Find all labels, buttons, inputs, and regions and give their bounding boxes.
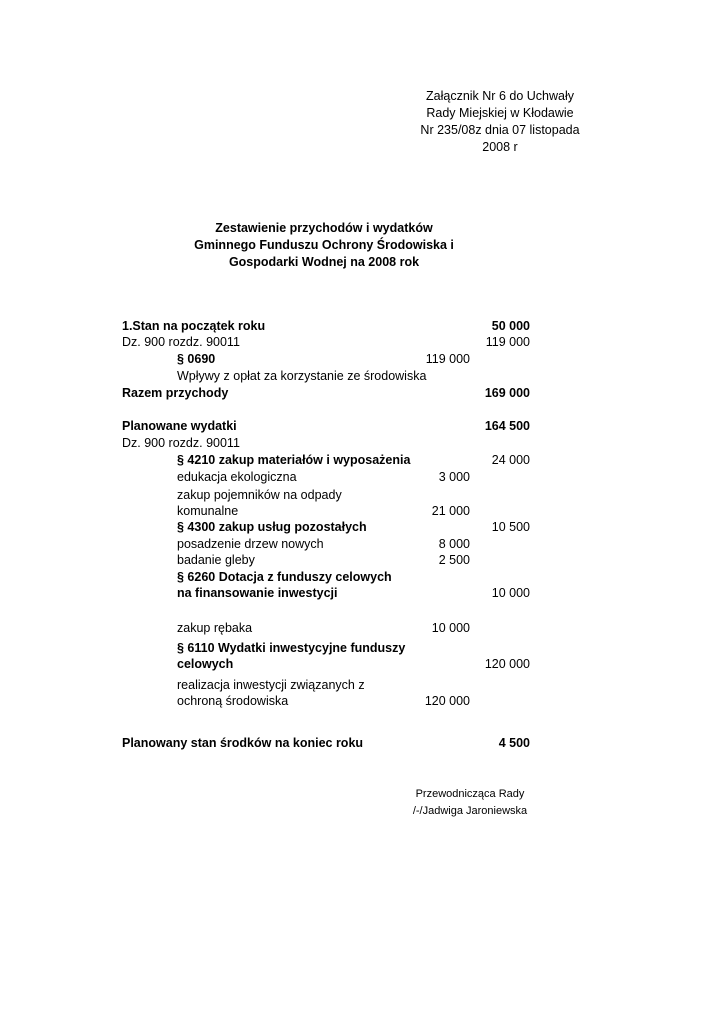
p4300-item-label: badanie gleby [177, 553, 255, 567]
paragraph-6110-value: 120 000 [484, 657, 530, 671]
total-revenue-label: Razem przychody [122, 386, 229, 400]
p6110-item-label: realizacja inwestycji związanych z [177, 678, 365, 692]
paragraph-0690-value: 119 000 [425, 352, 470, 366]
p4210-item-value: 21 000 [431, 504, 470, 518]
paragraph-4300-value: 10 500 [491, 520, 530, 534]
p4210-item-label: zakup pojemników na odpady [177, 488, 342, 502]
paragraph-6110-label: § 6110 Wydatki inwestycyjne funduszy [177, 641, 406, 655]
p4300-item-value: 2 500 [438, 553, 470, 567]
paragraph-4210-value: 24 000 [491, 453, 530, 467]
paragraph-4210-label: § 4210 zakup materiałów i wyposażenia [177, 453, 411, 467]
p6110-item-value: 120 000 [424, 694, 470, 708]
paragraph-6260-label: § 6260 Dotacja z funduszy celowych [177, 570, 392, 584]
p4300-item-value: 8 000 [438, 537, 470, 551]
closing-balance-label: Planowany stan środków na koniec roku [122, 736, 364, 750]
signature-role: Przewodnicząca Rady [415, 788, 525, 800]
document-header [400, 88, 600, 156]
paragraph-6110-label-cont: celowych [177, 657, 234, 671]
paragraph-6260-label-cont: na finansowanie inwestycji [177, 586, 338, 600]
p6260-item-value: 10 000 [431, 621, 470, 635]
p4210-item-label: edukacja ekologiczna [177, 470, 297, 484]
signature-name: /-/Jadwiga Jaroniewska [412, 805, 528, 817]
paragraph-0690-description: Wpływy z opłat za korzystanie ze środowiska [177, 369, 427, 383]
total-revenue-value: 169 000 [484, 386, 530, 400]
document-title [150, 220, 498, 271]
expenses-division-label: Dz. 900 rozdz. 90011 [122, 436, 240, 450]
header-line: Nr 235/08z dnia 07 listopada [420, 123, 580, 137]
paragraph-0690-label: § 0690 [177, 352, 216, 366]
header-line: Rady Miejskiej w Kłodawie [426, 106, 574, 120]
title-line: Gospodarki Wodnej na 2008 rok [228, 255, 420, 269]
paragraph-4300-label: § 4300 zakup usług pozostałych [177, 520, 367, 534]
paragraph-6260-value: 10 000 [491, 586, 530, 600]
p4210-item-label-cont: komunalne [177, 504, 239, 518]
header-line: Załącznik Nr 6 do Uchwały [426, 89, 574, 103]
revenue-division-label: Dz. 900 rozdz. 90011 [122, 335, 240, 349]
p4210-item-value: 3 000 [438, 470, 470, 484]
closing-balance-value: 4 500 [498, 736, 530, 750]
header-line: 2008 r [482, 140, 518, 154]
planned-expenses-value: 164 500 [484, 419, 530, 433]
revenue-division-value: 119 000 [485, 335, 530, 349]
planned-expenses-label: Planowane wydatki [122, 419, 237, 433]
p6260-item-label: zakup rębaka [177, 621, 253, 635]
signature-block [380, 786, 560, 820]
opening-balance-value: 50 000 [491, 319, 530, 333]
opening-balance-label: 1.Stan na początek roku [122, 319, 266, 333]
title-line: Zestawienie przychodów i wydatków [215, 221, 433, 235]
title-line: Gminnego Funduszu Ochrony Środowiska i [194, 238, 454, 252]
p6110-item-label-cont: ochroną środowiska [177, 694, 289, 708]
p4300-item-label: posadzenie drzew nowych [177, 537, 324, 551]
